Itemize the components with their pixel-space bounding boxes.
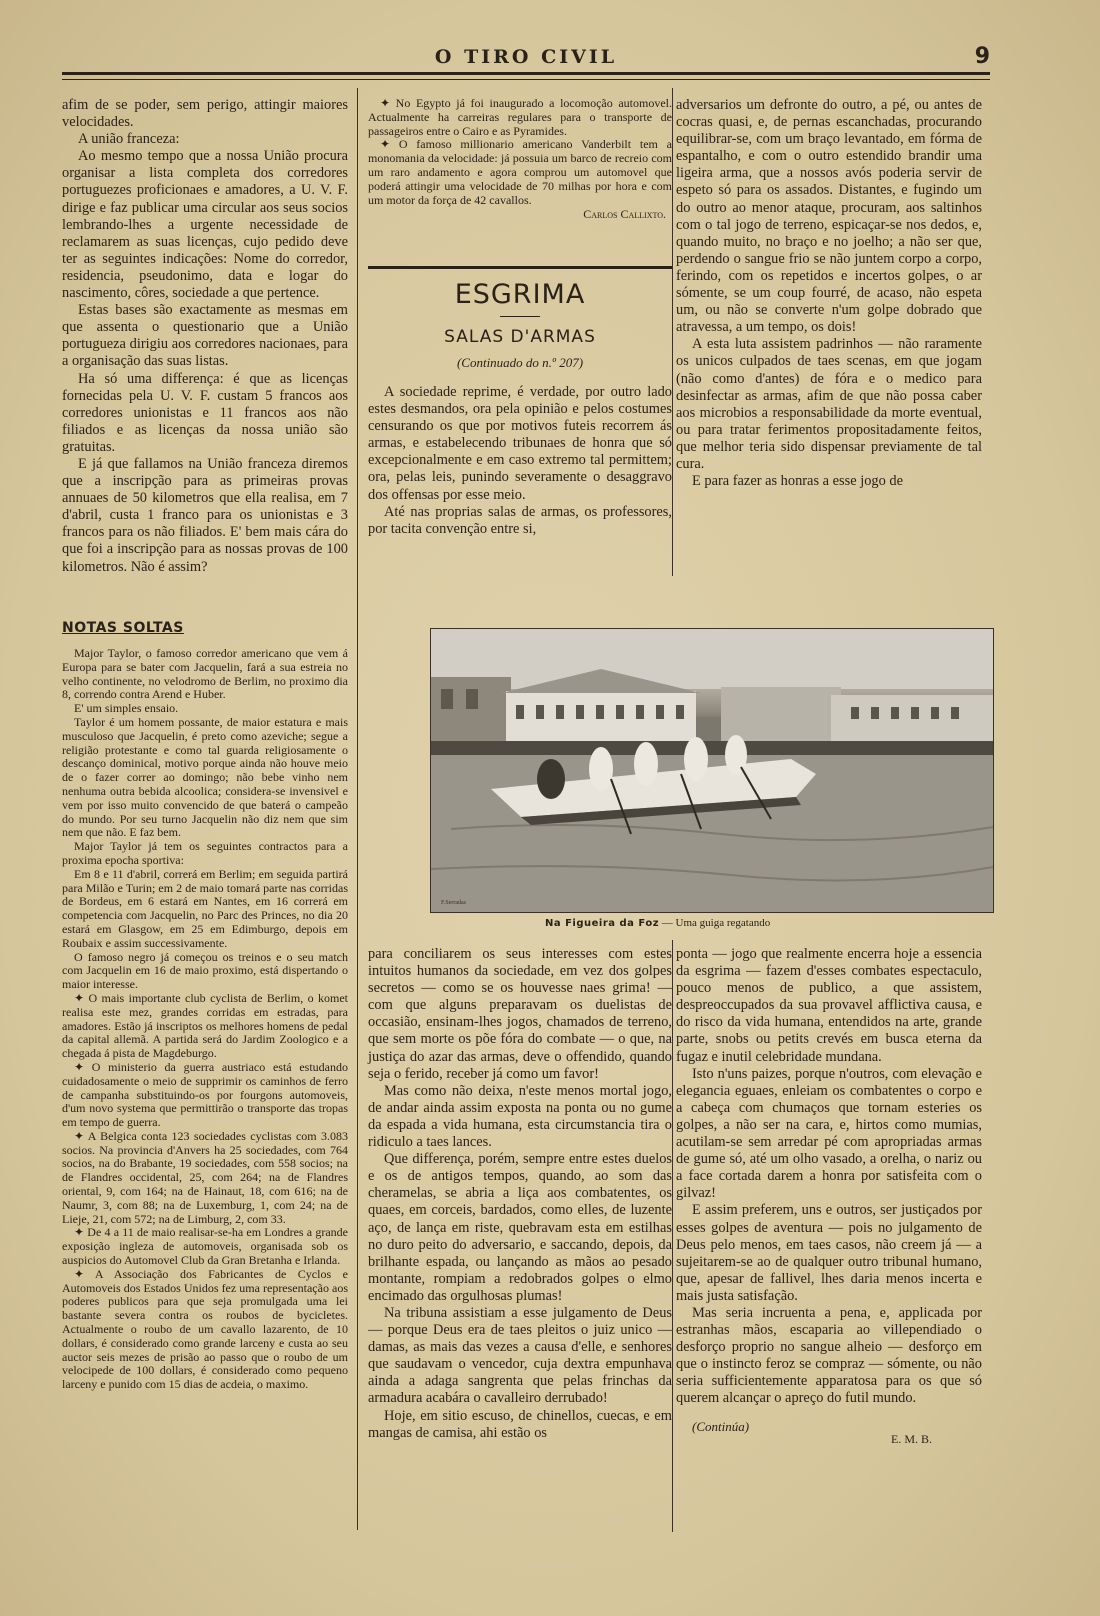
esgrima-article-part-4 [676,946,982,1448]
photo-signature: F.Serradas [441,900,467,906]
caption-text: — Uma guiga regatando [659,917,771,929]
paragraph: Ha só uma differença: é que as licenças fornecidas pela U. V. F. custam 5 francos aos corredores unionistas e 11 francos aos não filiados e as licenças da nossa união são gratuitas. [62,370,348,455]
esgrima-title: ESGRIMA [454,279,586,310]
column-1-article [62,97,348,576]
paragraph: Ao mesmo tempo que a nossa União procura organisar a lista completa dos corredores portuguezes proficionaes e amadores, a U. V. F. dirige e faz publicar uma circular aos seus socios lembrando-lhes a urgente necessidade de reclamarem as suas licenças, cujo pedido deve ter as seguintes indicações: Nome do corredor, residencia, pseudonimo, data e logar do nascimento, côres, sociedade a que pertence. [62,148,348,302]
regatta-photograph [430,628,994,913]
esgrima-article-part-3 [368,946,672,1442]
column-divider-left [357,88,358,1530]
esgrima-subtitle: SALAS D'ARMAS [444,327,596,347]
caption-place: Na Figueira da Foz [545,918,660,929]
signature-callixto: Carlos Callixto. [583,207,666,222]
author-initials: E. M. B. [890,1431,932,1446]
paragraph: A esta luta assistem padrinhos — não raramente os unicos culpados de taes scenas, em que jogam (não como d'antes) de fóra e o medico para desinfectar as armas, afim de que não possa caber aos microbios a responsabilidade da morte eventual, ou para tratar ferimentos propositadamente feitos, que melhor teria sido dispensar previamente de tal cura. [676,336,982,472]
paragraph: Major Taylor, o famoso corredor americano que vem á Europa para se bater com Jacquelin, fará a sua estreia no velho continente, no velodromo de Berlim, no proximo dia 8, correndo contra Arend e Huber. [62,646,348,702]
esgrima-continued-note: (Continuado do n.º 207) [456,355,584,370]
paragraph: Mas seria incruenta a pena, e, applicada por estranhas mãos, escaparia ao villependiado o desforço proprio no sangue alheio — desforço em que o instincto feroz se compraz — sómente, ou não seria sufficientemente apparatosa para os que só querem alcançar o apreço do futil mundo. [676,1304,982,1407]
paragraph: Em 8 e 11 d'abril, correrá em Berlim; em seguida partirá para Milão e Turin; em 2 de maio tomará parte nas corridas de Bordeus, em 6 estará em Nantes, em 16 correrá em competencia com Jacquelin, no Parc des Princes, no dia 20 estará em Glasgow, em 25 em Edimburgo, depois em Roubaix e assim successivamente. [62,866,348,950]
newspaper-title: O TIRO CIVIL [434,46,618,68]
column-divider-right-top [672,88,673,576]
esgrima-top-rule [368,266,672,269]
notas-soltas-heading: NOTAS SOLTAS [62,620,184,636]
paragraph: E para fazer as honras a esse jogo de [692,473,903,490]
paragraph: ✦ O mais importante club cyclista de Berlim, o komet realisa este mez, grandes corridas em estradas, para amadores. Estão já inscriptos os melhores homens de pedal da capital allemã. A partida será do Jardim Zoologico e a chegada á pista de Magdeburgo. [62,990,348,1061]
header-rule-thin [62,79,990,80]
notas-soltas-column [62,647,348,1392]
paragraph: ✦ No Egypto já foi inaugurado a locomoção automovel. Actualmente ha carreiras regulares para o transporte de passageiros entre o Cairo e as Pyramides. [368,96,672,138]
paragraph: ponta — jogo que realmente encerra hoje a essencia da esgrima — fazem d'esses combates espectaculo, pouco menos de publico, a que assistem, despreoccupados da sua provavel afflictiva causa, e do risco da vida humana, entendidos na arte, grande parte, snobs ou petits crevés em busca eterna da fugaz e inutil celebridade mundana. [676,946,982,1065]
paragraph: Taylor é um homem possante, de maior estatura e mais musculoso que Jacquelin, é preto como azeviche; segue a religião protestante e como tal guarda religiosamente o descanço dominical, motivo porque ainda não houve meio de o fazer correr ao domingo; não bebe vinho nem nenhuma outra bebida alcoolica; considera-se invensivel e vem por isso muito convencido de que baterá o campeão do mundo. Por seu turno Jacquelin não diz nem que sim nem que não. E faz bem. [62,714,348,840]
page-header [62,44,990,74]
paragraph: O famoso negro já começou os treinos e o seu match com Jacquelin em 16 de maio proximo, está dispertando o maior interesse. [62,949,348,992]
paragraph: E' um simples ensaio. [74,701,179,716]
paragraph: Mas como não deixa, n'este menos mortal jogo, de andar ainda assim exposta na ponta ou no gume da espada a vida humana, esta circumstancia tira o ridiculo a taes lances. [368,1082,672,1151]
paragraph: afim de se poder, sem perigo, attingir maiores velocidades. [62,97,348,131]
paragraph: Hoje, em sitio escuso, de chinellos, cuecas, e em mangas de camisa, ahi estão os [368,1407,672,1441]
esgrima-divider [500,316,540,317]
esgrima-article-part-2 [676,97,982,490]
paragraph: adversarios um defronte do outro, a pé, ou antes de cocras quasi, e, de pernas escanchadas, procurando equilibrar-se, com um braço levantado, em fórma de espantalho, e com o outro estendido brandir uma ligeira arma, que a nossos avós poderia servir de espeto só para os assados. Distantes, e fugindo um do outro ao menor ataque, procuram, aos saltinhos com o tal jogo de terreno, espicaçar-se nos dedos, e, quando muito, no braço e no joelho; a não ser que, perdendo o sangue frio se não juntem corpo a corpo, ferindo, com os repetidos e incertos golpes, o ar sómente, se um coup fourré, de acaso, não espeta um, ou não se converte n'um golpe dobrado que atravessa, a um tempo, os dois! [676,97,982,336]
paragraph: Na tribuna assistiam a esse julgamento de Deus — porque Deus era de taes pleitos o juiz unico — damas, as mais das vezes a causa d'elle, e senhores que saudavam o vencedor, cuja dextra empunhava ainda a adaga sangrenta que pelas frinchas da armadura acabára o cavalleiro derrubado! [368,1304,672,1407]
regatta-scene [431,629,993,912]
paragraph: para conciliarem os seus interesses com estes intuitos humanos da sociedade, em vez dos golpes secretos — como se os houvesse naes grima! — com que alguns preparavam os duelistas de occasião, ensinam-lhes jogos, chamados de terreno, que sem morte os põe fóra do combate — o que, na justiça do azar das armas, deve o offendido, quando seja o ferido, receber já como um favor! [368,946,672,1082]
paragraph: ✦ O ministerio da guerra austriaco está estudando cuidadosamente o meio de supprimir os caminhos de ferro de campanha substituindo-os por fourgons automoveis, d'um novo systema que permittirão o transporte das tropas em tempo de guerra. [62,1059,348,1130]
paragraph: E já que fallamos na União franceza diremos que a inscripção para as primeiras provas annuaes de 50 kilometros que ella realisa, em 7 d'abril, custa 1 franco para os unionistas e 3 francos para os não filiados. E' bem mais cára do que foi a inscripção para as nossas provas de 100 kilometros. Não é assim? [62,455,348,575]
column-2-notes [368,97,672,222]
page-number: 9 [974,44,990,69]
esgrima-header-block [368,266,672,371]
paragraph: A união franceza: [78,131,180,148]
photo-caption [430,917,992,929]
esgrima-article-part-1 [368,384,672,538]
paragraph: Estas bases são exactamente as mesmas em que assenta o questionario que a União portugueza dirigiu aos corredores nacionaes, para a organisação das suas listas. [62,302,348,370]
paragraph: E assim preferem, uns e outros, ser justiçados por esses golpes de aventura — pois no julgamento de Deus pelo menos, em taes casos, não creem já — a sujeitarem-se ao de qualquer outro tribunal humano, que, apesar de fallivel, lhes daria menos incerta e mais justa satisfação. [676,1202,982,1304]
paragraph: ✦ De 4 a 11 de maio realisar-se-ha em Londres a grande exposição ingleza de automoveis, organisada sob os auspicios do Automovel Club da Gran Bretanha e Irlanda. [62,1225,348,1268]
paragraph: Major Taylor já tem os seguintes contractos para a proxima epocha sportiva: [62,839,348,867]
paragraph: Isto n'uns paizes, porque n'outros, com elevação e elegancia eguaes, enleiam os combatentes o corpo e a cabeça com chumaços que tornam esteries os golpes, a não ser na cara, e, hirtos como mumias, acutilam-se sem arredar pé com apropriadas armas de gume só, até um olho vasado, a orelha, o nariz ou a face cortada darem a honra por satisfeita com o gilvaz! [676,1065,982,1202]
continua-note: (Continúa) [692,1418,750,1434]
paragraph: ✦ A Belgica conta 123 sociedades cyclistas com 3.083 socios. Na provincia d'Anvers ha 25 sociedades, com 764 socios, na do Brabante, 19 sociedades, com 558 socios; na de Flandres occidental, 25, com 264; na de Flandres oriental, 9, com 164; na de Hainaut, 18, com 616; na de Naumr, 3, com 88; na de Luxemburg, 1, com 24; na de Lieje, 21, com 572; na de Limburg, 2, com 33. [62,1128,348,1226]
paragraph: A sociedade reprime, é verdade, por outro lado estes desmandos, ora pela opinião e pelos costumes censurando os que por motivos futeis recorrem ás armas, e estabelecendo tribunaes de honra que só excepcionalmente e em caso extremo tal permittem; ora, pelas leis, punindo severamente o desaggravo dos offensas por esse meio. [368,384,672,503]
column-divider-right-bottom [672,940,673,1532]
paragraph: ✦ O famoso millionario americano Vanderbilt tem a monomania da velocidade: já possuia um barco de recreio com um raro andamento e agora comprou um automovel que poderá attingir uma velocidade de 70 milhas por hora e com um motor da força de 42 cavallos. [368,137,672,207]
paragraph: Que differença, porém, sempre entre estes duelos e os de antigos tempos, quando, ao som das cheramelas, se abria a liça aos combatentes, os quaes, em corceis, bardados, como elles, de luzente aço, de lança em riste, quebravam esta em estilhas no duro peito do adversario, e saccando, depois, da brilhante espada, ou lançando as mãos ao pesado montante, rompiam a redobrados golpes o elmo encimado das orgulhosas plumas! [368,1151,672,1304]
header-rule-thick [62,72,990,75]
paragraph: Até nas proprias salas de armas, os professores, por tacita convenção entre si, [368,503,672,537]
paragraph: ✦ A Associação dos Fabricantes de Cyclos e Automoveis dos Estados Unidos fez uma representação aos poderes publicos para que seja promulgada uma lei bastante severa contra os roubos de bycicletes. Actualmente o roubo de um cavallo lazarento, de 10 dollars, é considerado como grande larceny e custa ao seu auctor seis mezes de prisão ao passo que o roubo de um velocipede de 100 dollars, é considerado como pequeno larceny e punido com 15 dias de acdeia, o maximo. [62,1266,348,1392]
